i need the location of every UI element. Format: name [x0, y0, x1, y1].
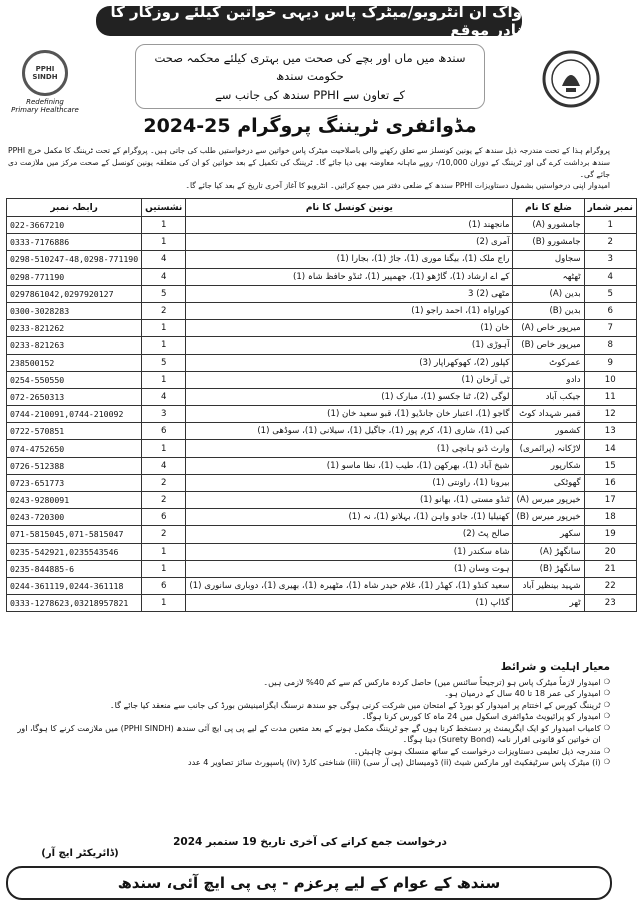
table-row: [7, 354, 637, 371]
cell-sn: 19: [584, 526, 636, 543]
table-header-row: [7, 199, 637, 217]
pphi-logo-ring: [22, 50, 68, 96]
cell-contact: 0235-844885-6: [7, 560, 142, 577]
cell-sn: 11: [584, 388, 636, 405]
criteria-item-text: ٹریننگ کورس کے اختتام پر امیدوار کو بورڈ کے امتحان میں شرکت کرنی ہوگی جو سندھ نرسنگ ایگزامینیشن بورڈ کی جانب سے منعقد کیا جائے گا۔: [109, 699, 601, 710]
cell-uc: ہوت وسان (1): [186, 560, 513, 577]
cell-uc: گاجو (1)، اعتبار خان جانڈیو (1)، قبو سعید خان (1): [186, 406, 513, 423]
cell-seats: 1: [142, 560, 186, 577]
criteria-item-text: امیدوار کی عمر 18 تا 40 سال کے درمیان ہو۔: [444, 688, 601, 699]
cell-district: خیرپور میرس (B): [513, 509, 584, 526]
cell-district: جامشورو (A): [513, 217, 584, 234]
footer-banner-text: سندھ کے عوام کے لیے پرعزم - پی پی ایچ آئی، سندھ: [117, 874, 501, 892]
cell-seats: 1: [142, 337, 186, 354]
table-row: [7, 577, 637, 594]
cell-contact: 071-5815045,071-5815047: [7, 526, 142, 543]
cell-seats: 6: [142, 577, 186, 594]
table-row: [7, 251, 637, 268]
top-banner: [96, 3, 522, 39]
table-row: [7, 371, 637, 388]
vacancy-table: [6, 198, 637, 612]
cell-seats: 4: [142, 268, 186, 285]
cell-seats: 5: [142, 285, 186, 302]
cell-seats: 2: [142, 474, 186, 491]
cell-sn: 16: [584, 474, 636, 491]
cell-sn: 5: [584, 285, 636, 302]
cell-uc: گڈاپ (1): [186, 595, 513, 612]
table-row: [7, 302, 637, 319]
cell-contact: 022-3667210: [7, 217, 142, 234]
intro-paragraph-2: امیدوار اپنی درخواستیں بشمول دستاویزات PPHI سندھ کے ضلعی دفتر میں جمع کرائیں۔ انٹرویو کا آغاز آخری تاریخ کے بعد کیا جائے گا۔: [185, 181, 610, 191]
table-row: [7, 217, 637, 234]
cell-sn: 1: [584, 217, 636, 234]
cell-district: جیکب آباد: [513, 388, 584, 405]
cell-district: جامشورو (B): [513, 234, 584, 251]
cell-sn: 18: [584, 509, 636, 526]
cell-sn: 2: [584, 234, 636, 251]
criteria-item: [8, 700, 610, 711]
cell-sn: 10: [584, 371, 636, 388]
bullet-icon: ❍: [603, 758, 610, 767]
criteria-title: معیار اہلیت و شرائط: [500, 661, 610, 673]
cell-district: بدین (B): [513, 302, 584, 319]
cell-seats: 1: [142, 217, 186, 234]
cell-contact: 0298-771190: [7, 268, 142, 285]
cell-sn: 22: [584, 577, 636, 594]
cell-sn: 13: [584, 423, 636, 440]
sindh-government-seal-icon: [542, 50, 600, 108]
cell-sn: 17: [584, 492, 636, 509]
cell-seats: 5: [142, 354, 186, 371]
deadline-text: درخواست جمع کرانے کی آخری تاریخ 19 ستمبر 2024: [173, 836, 447, 848]
cell-contact: 0744-210091,0744-210092: [7, 406, 142, 423]
cell-contact: 074-4752650: [7, 440, 142, 457]
pphi-tagline: [10, 98, 80, 115]
cell-contact: 0333-7176886: [7, 234, 142, 251]
criteria-list: [8, 677, 610, 769]
cell-district: بدین (A): [513, 285, 584, 302]
criteria-item: [8, 723, 610, 746]
cell-uc: ٹی آرخان (1): [186, 371, 513, 388]
top-banner-text: واک ان انٹرویو/میٹرک پاس دیہی خواتین کیلئے روزگار کا نادر موقع: [110, 3, 522, 39]
criteria-item-text: مندرجہ ذیل تعلیمی دستاویزات درخواست کے ساتھ منسلک ہونی چاہیئں۔: [353, 745, 601, 756]
cell-sn: 6: [584, 302, 636, 319]
cell-seats: 6: [142, 509, 186, 526]
pphi-logo: [10, 50, 80, 115]
cell-uc: مانجھند (1): [186, 217, 513, 234]
cell-seats: 2: [142, 526, 186, 543]
table-row: [7, 234, 637, 251]
cell-district: ٹھٹھہ: [513, 268, 584, 285]
criteria-item-text: امیدوار لازماً میٹرک پاس ہو (ترجیحاً سائنس میں) حاصل کردہ مارکس کم سے کم 40% لازمی ہیں۔: [263, 676, 601, 687]
cell-seats: 1: [142, 595, 186, 612]
cell-contact: 072-2650313: [7, 388, 142, 405]
criteria-item-text: امیدوار کو پرائیویٹ مڈوائفری اسکول میں 24 ماہ کا کورس کرنا ہوگا۔: [361, 711, 601, 722]
criteria-item: [8, 711, 610, 722]
header-sn: نمبر شمار: [584, 199, 636, 217]
cell-contact: 0243-720300: [7, 509, 142, 526]
table-row: [7, 285, 637, 302]
cell-district: قمبر شہداد کوٹ: [513, 406, 584, 423]
intro-text: [8, 145, 610, 192]
cell-contact: 0297861042,0297920127: [7, 285, 142, 302]
cell-district: گھوٹکی: [513, 474, 584, 491]
cell-seats: 1: [142, 440, 186, 457]
table-row: [7, 526, 637, 543]
cell-district: میرپور خاص (B): [513, 337, 584, 354]
criteria-item-text: کامیاب امیدوار کو ایک ایگریمنٹ پر دستخط کرنا ہوں گے جو ٹریننگ مکمل ہونے کے بعد متعین مدت کے لیے پی پی ایچ آئی سندھ (PPHI SINDH) میں ملازمت کرنے کا ہوگا، اور ان خواتین کو قانونی اقرار نامہ (Surety Bond) دینا ہوگا۔: [17, 722, 601, 745]
program-title: مڈوائفری ٹریننگ پروگرام 25-2024: [143, 115, 477, 138]
bullet-icon: ❍: [603, 746, 610, 755]
table-row: [7, 423, 637, 440]
header-line2: کے تعاون سے PPHI سندھ کی جانب سے: [214, 87, 406, 102]
cell-contact: 0300-3028283: [7, 302, 142, 319]
header-uc: یونین کونسل کا نام: [186, 199, 513, 217]
cell-contact: 0233-821263: [7, 337, 142, 354]
cell-seats: 4: [142, 388, 186, 405]
cell-seats: 6: [142, 423, 186, 440]
cell-contact: 0726-512388: [7, 457, 142, 474]
cell-district: سکھر: [513, 526, 584, 543]
cell-uc: کے اے ارشاد (1)، گاڑھو (1)، جھمپیر (1)، ٹنڈو حافظ شاہ (1): [186, 268, 513, 285]
table-row: [7, 406, 637, 423]
eligibility-criteria: [8, 660, 610, 769]
table-row: [7, 509, 637, 526]
intro-paragraph-1: پروگرام ہذا کے تحت مندرجہ ذیل سندھ کے یونین کونسلز سے تعلق رکھنے والی باصلاحیت میٹرک پاس خواتین سے درخواستیں طلب کی جاتی ہیں۔ پروگرام کے تحت ٹریننگ کا مکمل خرچ PPHI سندھ برداشت کرے گی اور ٹریننگ کے دوران 10,000/- روپے ماہانہ معاوضہ بھی دیا جائے گا۔ ٹریننگ کی تکمیل کے بعد خواتین کو ان کی متعلقہ یونین کونسل کے صحت مرکز میں ملازمت دی جائے گی۔: [8, 146, 610, 179]
criteria-item: [8, 757, 610, 768]
cell-uc: مٹھی (2) 3: [186, 285, 513, 302]
cell-uc: آمری (2): [186, 234, 513, 251]
table-row: [7, 337, 637, 354]
header-contact: رابطہ نمبر: [7, 199, 142, 217]
cell-contact: 0244-361119,0244-361118: [7, 577, 142, 594]
cell-district: لاڑکانہ (پرائمری): [513, 440, 584, 457]
pphi-tagline-line2: Primary Healthcare: [11, 106, 79, 115]
cell-uc: خان (1): [186, 320, 513, 337]
cell-sn: 23: [584, 595, 636, 612]
director-signature: (ڈائریکٹر ایچ آر): [41, 848, 119, 859]
bullet-icon: ❍: [603, 677, 610, 686]
cell-district: دادو: [513, 371, 584, 388]
cell-uc: بیرونا (1)، راونتی (1): [186, 474, 513, 491]
header-line1: سندھ میں ماں اور بچے کی صحت میں بہتری کیلئے محکمہ صحت حکومت سندھ: [154, 51, 466, 84]
header: [0, 38, 618, 142]
cell-sn: 12: [584, 406, 636, 423]
cell-contact: 0254-550550: [7, 371, 142, 388]
cell-district: کشمور: [513, 423, 584, 440]
cell-district: سانگھڑ (A): [513, 543, 584, 560]
cell-seats: 1: [142, 234, 186, 251]
criteria-item: [8, 746, 610, 757]
bullet-icon: ❍: [603, 723, 610, 732]
cell-uc: آہوڑی (1): [186, 337, 513, 354]
header-text: [100, 38, 520, 137]
cell-contact: 0722-570851: [7, 423, 142, 440]
cell-uc: لوگی (2)، ٹنا جکسو (1)، مبارک (1): [186, 388, 513, 405]
cell-district: شہید بینظیر آباد: [513, 577, 584, 594]
cell-district: سانگھڑ (B): [513, 560, 584, 577]
cell-uc: کپلور (2)، کھوکھراپار (3): [186, 354, 513, 371]
cell-contact: 0723-651773: [7, 474, 142, 491]
cell-contact: 238500152: [7, 354, 142, 371]
cell-sn: 8: [584, 337, 636, 354]
cell-seats: 1: [142, 371, 186, 388]
cell-uc: شاہ سکندر (1): [186, 543, 513, 560]
bullet-icon: ❍: [603, 700, 610, 709]
table-row: [7, 543, 637, 560]
header-seats: نشستیں: [142, 199, 186, 217]
cell-seats: 2: [142, 302, 186, 319]
bullet-icon: ❍: [603, 712, 610, 721]
cell-uc: کوراواہ (1)، احمد راجو (1): [186, 302, 513, 319]
table-row: [7, 595, 637, 612]
cell-district: شکارپور: [513, 457, 584, 474]
header-district: ضلع کا نام: [513, 199, 584, 217]
cell-contact: 0235-542921,0235543546: [7, 543, 142, 560]
table-body: [7, 217, 637, 612]
cell-seats: 1: [142, 320, 186, 337]
table-row: [7, 474, 637, 491]
cell-contact: 0243-9280091: [7, 492, 142, 509]
cell-district: عمرکوٹ: [513, 354, 584, 371]
cell-seats: 4: [142, 457, 186, 474]
cell-sn: 14: [584, 440, 636, 457]
cell-contact: 0233-821262: [7, 320, 142, 337]
cell-seats: 1: [142, 543, 186, 560]
table-row: [7, 440, 637, 457]
header-box: [135, 44, 485, 109]
cell-contact: 0298-510247-48,0298-771190: [7, 251, 142, 268]
cell-district: سجاول: [513, 251, 584, 268]
table-row: [7, 388, 637, 405]
criteria-item-text: (i) میٹرک پاس سرٹیفکیٹ اور مارکس شیٹ (ii) ڈومیسائل (پی آر سی) (iii) شناختی کارڈ (iv) پاسپورٹ سائز تصاویر 4 عدد: [187, 757, 601, 768]
cell-uc: صالح پٹ (2): [186, 526, 513, 543]
bullet-icon: ❍: [603, 689, 610, 698]
table-row: [7, 457, 637, 474]
cell-district: ٹھر: [513, 595, 584, 612]
cell-sn: 15: [584, 457, 636, 474]
table-row: [7, 320, 637, 337]
criteria-item: [8, 688, 610, 699]
cell-sn: 20: [584, 543, 636, 560]
cell-seats: 3: [142, 406, 186, 423]
cell-sn: 9: [584, 354, 636, 371]
cell-uc: راج ملک (1)، بیگنا موری (1)، جاڑ (1)، بجارا (1): [186, 251, 513, 268]
cell-uc: وارث ڈنو ہانچی (1): [186, 440, 513, 457]
cell-contact: 0333-1278623,03218957821: [7, 595, 142, 612]
cell-sn: 3: [584, 251, 636, 268]
cell-sn: 21: [584, 560, 636, 577]
cell-seats: 4: [142, 251, 186, 268]
cell-district: میرپور خاص (A): [513, 320, 584, 337]
table-row: [7, 492, 637, 509]
cell-uc: ٹنڈو مستی (1)، بھانو (1): [186, 492, 513, 509]
cell-uc: کھنیلیا (1)، جادو واہن (1)، بہلانو (1)، نہ (1): [186, 509, 513, 526]
table-row: [7, 560, 637, 577]
table-row: [7, 268, 637, 285]
cell-uc: شیخ آباد (1)، بھرکھن (1)، طیب (1)، نظا ماسو (1): [186, 457, 513, 474]
cell-sn: 4: [584, 268, 636, 285]
cell-uc: سعید کنڈو (1)، کھڈر (1)، غلام حیدر شاہ (1)، مٹھیرہ (1)، بھیری (1)، دوباری سانوری (1): [186, 577, 513, 594]
cell-district: خیرپور میرس (A): [513, 492, 584, 509]
cell-seats: 2: [142, 492, 186, 509]
pphi-logo-text: PPHI SINDH: [32, 65, 58, 81]
cell-sn: 7: [584, 320, 636, 337]
criteria-item: [8, 677, 610, 688]
footer-banner: [6, 866, 612, 900]
cell-uc: کبی (1)، شاری (1)، کرم پور (1)، جاگیل (1)، سیلانی (1)، سوڈھی (1): [186, 423, 513, 440]
pphi-tagline-line1: Redefining: [26, 98, 64, 106]
